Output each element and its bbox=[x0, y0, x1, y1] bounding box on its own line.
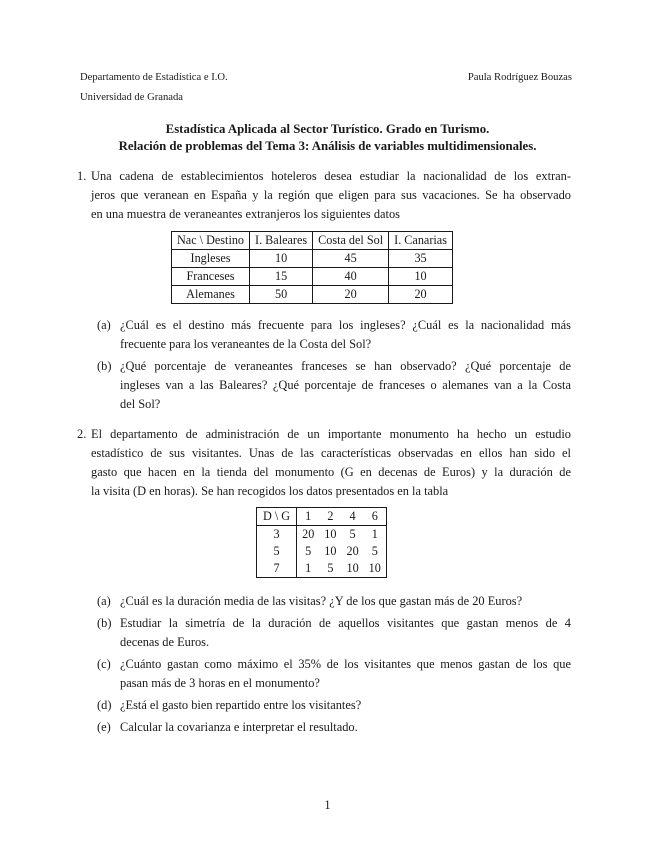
item-2b-text bbox=[120, 614, 571, 652]
problem-2-statement bbox=[91, 425, 571, 501]
table-row bbox=[257, 543, 387, 560]
table-cell: 5 bbox=[349, 527, 356, 541]
problem-2-line: estadístico de sus visitantes. Unas de las características observadas en ellos han sido el bbox=[91, 446, 571, 460]
problem-1-line: Una cadena de establecimientos hoteleros desea estudiar la nacionalidad de los extran- bbox=[91, 169, 571, 183]
item-line: pasan más de 3 horas en el monumento? bbox=[120, 676, 320, 690]
problem-1-line: en una muestra de veraneantes extranjeros los siguientes datos bbox=[91, 207, 400, 221]
table-cell: 5 bbox=[371, 544, 378, 558]
table-cell: 5 bbox=[327, 561, 334, 575]
item-1a-text bbox=[120, 316, 571, 354]
item-2e-text bbox=[120, 718, 571, 737]
item-line: ¿Está el gasto bien repartido entre los visitantes? bbox=[120, 698, 362, 712]
table-cell: 20 bbox=[302, 527, 315, 541]
table-header-cell: 2 bbox=[319, 508, 341, 526]
problem-1-statement bbox=[91, 167, 571, 224]
table-cell: 10 bbox=[250, 250, 313, 268]
problem-2-line: gasto que hacen en la tienda del monumento (G en decenas de Euros) y la duración de bbox=[91, 465, 571, 479]
table-cell: 15 bbox=[250, 268, 313, 286]
item-line: decenas de Euros. bbox=[120, 635, 210, 649]
table-row bbox=[257, 526, 387, 544]
item-line: ¿Cuál es el destino más frecuente para los ingleses? ¿Cuál es la nacionalidad más bbox=[120, 318, 571, 332]
table-header-cell: D \ G bbox=[257, 508, 297, 526]
item-2a-label: (a) bbox=[97, 594, 111, 608]
table-cell: 10 bbox=[324, 527, 337, 541]
table-cell: 20 bbox=[313, 286, 389, 304]
table-row bbox=[172, 250, 453, 268]
table-header-cell: Costa del Sol bbox=[313, 232, 389, 250]
item-2b-label: (b) bbox=[97, 616, 112, 630]
table-cell: Alemanes bbox=[172, 286, 250, 304]
table-cell: 1 bbox=[305, 561, 312, 575]
page-number: 1 bbox=[324, 798, 331, 812]
table-cell: 50 bbox=[250, 286, 313, 304]
item-line: del Sol? bbox=[120, 397, 161, 411]
table-cell: 5 bbox=[305, 544, 312, 558]
table-cell: 10 bbox=[346, 561, 359, 575]
table-header-cell: I. Canarias bbox=[389, 232, 453, 250]
table-cell: 10 bbox=[324, 544, 337, 558]
table-cell: 10 bbox=[389, 268, 453, 286]
problem-1-number: 1. bbox=[77, 169, 87, 183]
item-line: Estudiar la simetría de la duración de aquellos visitantes que gastan menos de 4 bbox=[120, 616, 571, 630]
item-2c-label: (c) bbox=[97, 657, 111, 671]
item-2d-text bbox=[120, 696, 571, 715]
table-row bbox=[172, 268, 453, 286]
table-cell: 5 bbox=[257, 543, 297, 560]
title-line-1: Estadística Aplicada al Sector Turístico. Grado en Turismo. bbox=[165, 122, 490, 136]
header-department: Departamento de Estadística e I.O. bbox=[80, 72, 228, 83]
item-2e-label: (e) bbox=[97, 720, 111, 734]
problem-2-table bbox=[256, 507, 387, 578]
table-cell: 40 bbox=[313, 268, 389, 286]
table-cell: 3 bbox=[257, 526, 297, 544]
table-cell: 35 bbox=[389, 250, 453, 268]
problem-1-line: jeros que veranean en España y la región que eligen para sus vacaciones. Se ha observado bbox=[91, 188, 571, 202]
table-header-cell: 6 bbox=[364, 508, 387, 526]
problem-2-number: 2. bbox=[77, 427, 87, 441]
item-line: ¿Cuál es la duración media de las visitas? ¿Y de los que gastan más de 20 Euros? bbox=[120, 594, 523, 608]
table-row bbox=[257, 560, 387, 578]
item-line: Calcular la covarianza e interpretar el resultado. bbox=[120, 720, 358, 734]
item-2a-text bbox=[120, 592, 571, 611]
table-header-cell: 1 bbox=[297, 508, 320, 526]
title-line-2: Relación de problemas del Tema 3: Análisis de variables multidimensionales. bbox=[118, 139, 537, 153]
table-cell: 1 bbox=[371, 527, 378, 541]
item-2d-label: (d) bbox=[97, 698, 112, 712]
table-header-row bbox=[257, 508, 387, 526]
item-line: frecuente para los veraneantes de la Costa del Sol? bbox=[120, 337, 372, 351]
item-1b-text bbox=[120, 357, 571, 414]
item-1a-label: (a) bbox=[97, 318, 111, 332]
table-cell: 20 bbox=[389, 286, 453, 304]
table-cell: Ingleses bbox=[172, 250, 250, 268]
item-2c-text bbox=[120, 655, 571, 693]
table-cell: 20 bbox=[346, 544, 359, 558]
problem-2-line: la visita (D en horas). Se han recogidos los datos presentados en la tabla bbox=[91, 484, 449, 498]
problem-2-line: El departamento de administración de un importante monumento ha hecho un estudio bbox=[91, 427, 571, 441]
table-header-row bbox=[172, 232, 453, 250]
item-line: ingleses van a las Baleares? ¿Qué porcentaje de franceses o alemanes van a la Costa bbox=[120, 378, 571, 392]
header-university: Universidad de Granada bbox=[80, 92, 183, 103]
item-line: ¿Qué porcentaje de veraneantes franceses se han observado? ¿Qué porcentaje de bbox=[120, 359, 571, 373]
header-author: Paula Rodríguez Bouzas bbox=[467, 72, 572, 83]
table-cell: 10 bbox=[368, 561, 381, 575]
table-header-cell: I. Baleares bbox=[250, 232, 313, 250]
table-header-cell: Nac \ Destino bbox=[172, 232, 250, 250]
table-header-cell: 4 bbox=[341, 508, 363, 526]
table-row bbox=[172, 286, 453, 304]
item-line: ¿Cuánto gastan como máximo el 35% de los visitantes que menos gastan de los que bbox=[120, 657, 571, 671]
item-1b-label: (b) bbox=[97, 359, 112, 373]
problem-1-table bbox=[171, 231, 453, 304]
table-cell: 45 bbox=[313, 250, 389, 268]
table-cell: 7 bbox=[257, 560, 297, 578]
table-cell: Franceses bbox=[172, 268, 250, 286]
